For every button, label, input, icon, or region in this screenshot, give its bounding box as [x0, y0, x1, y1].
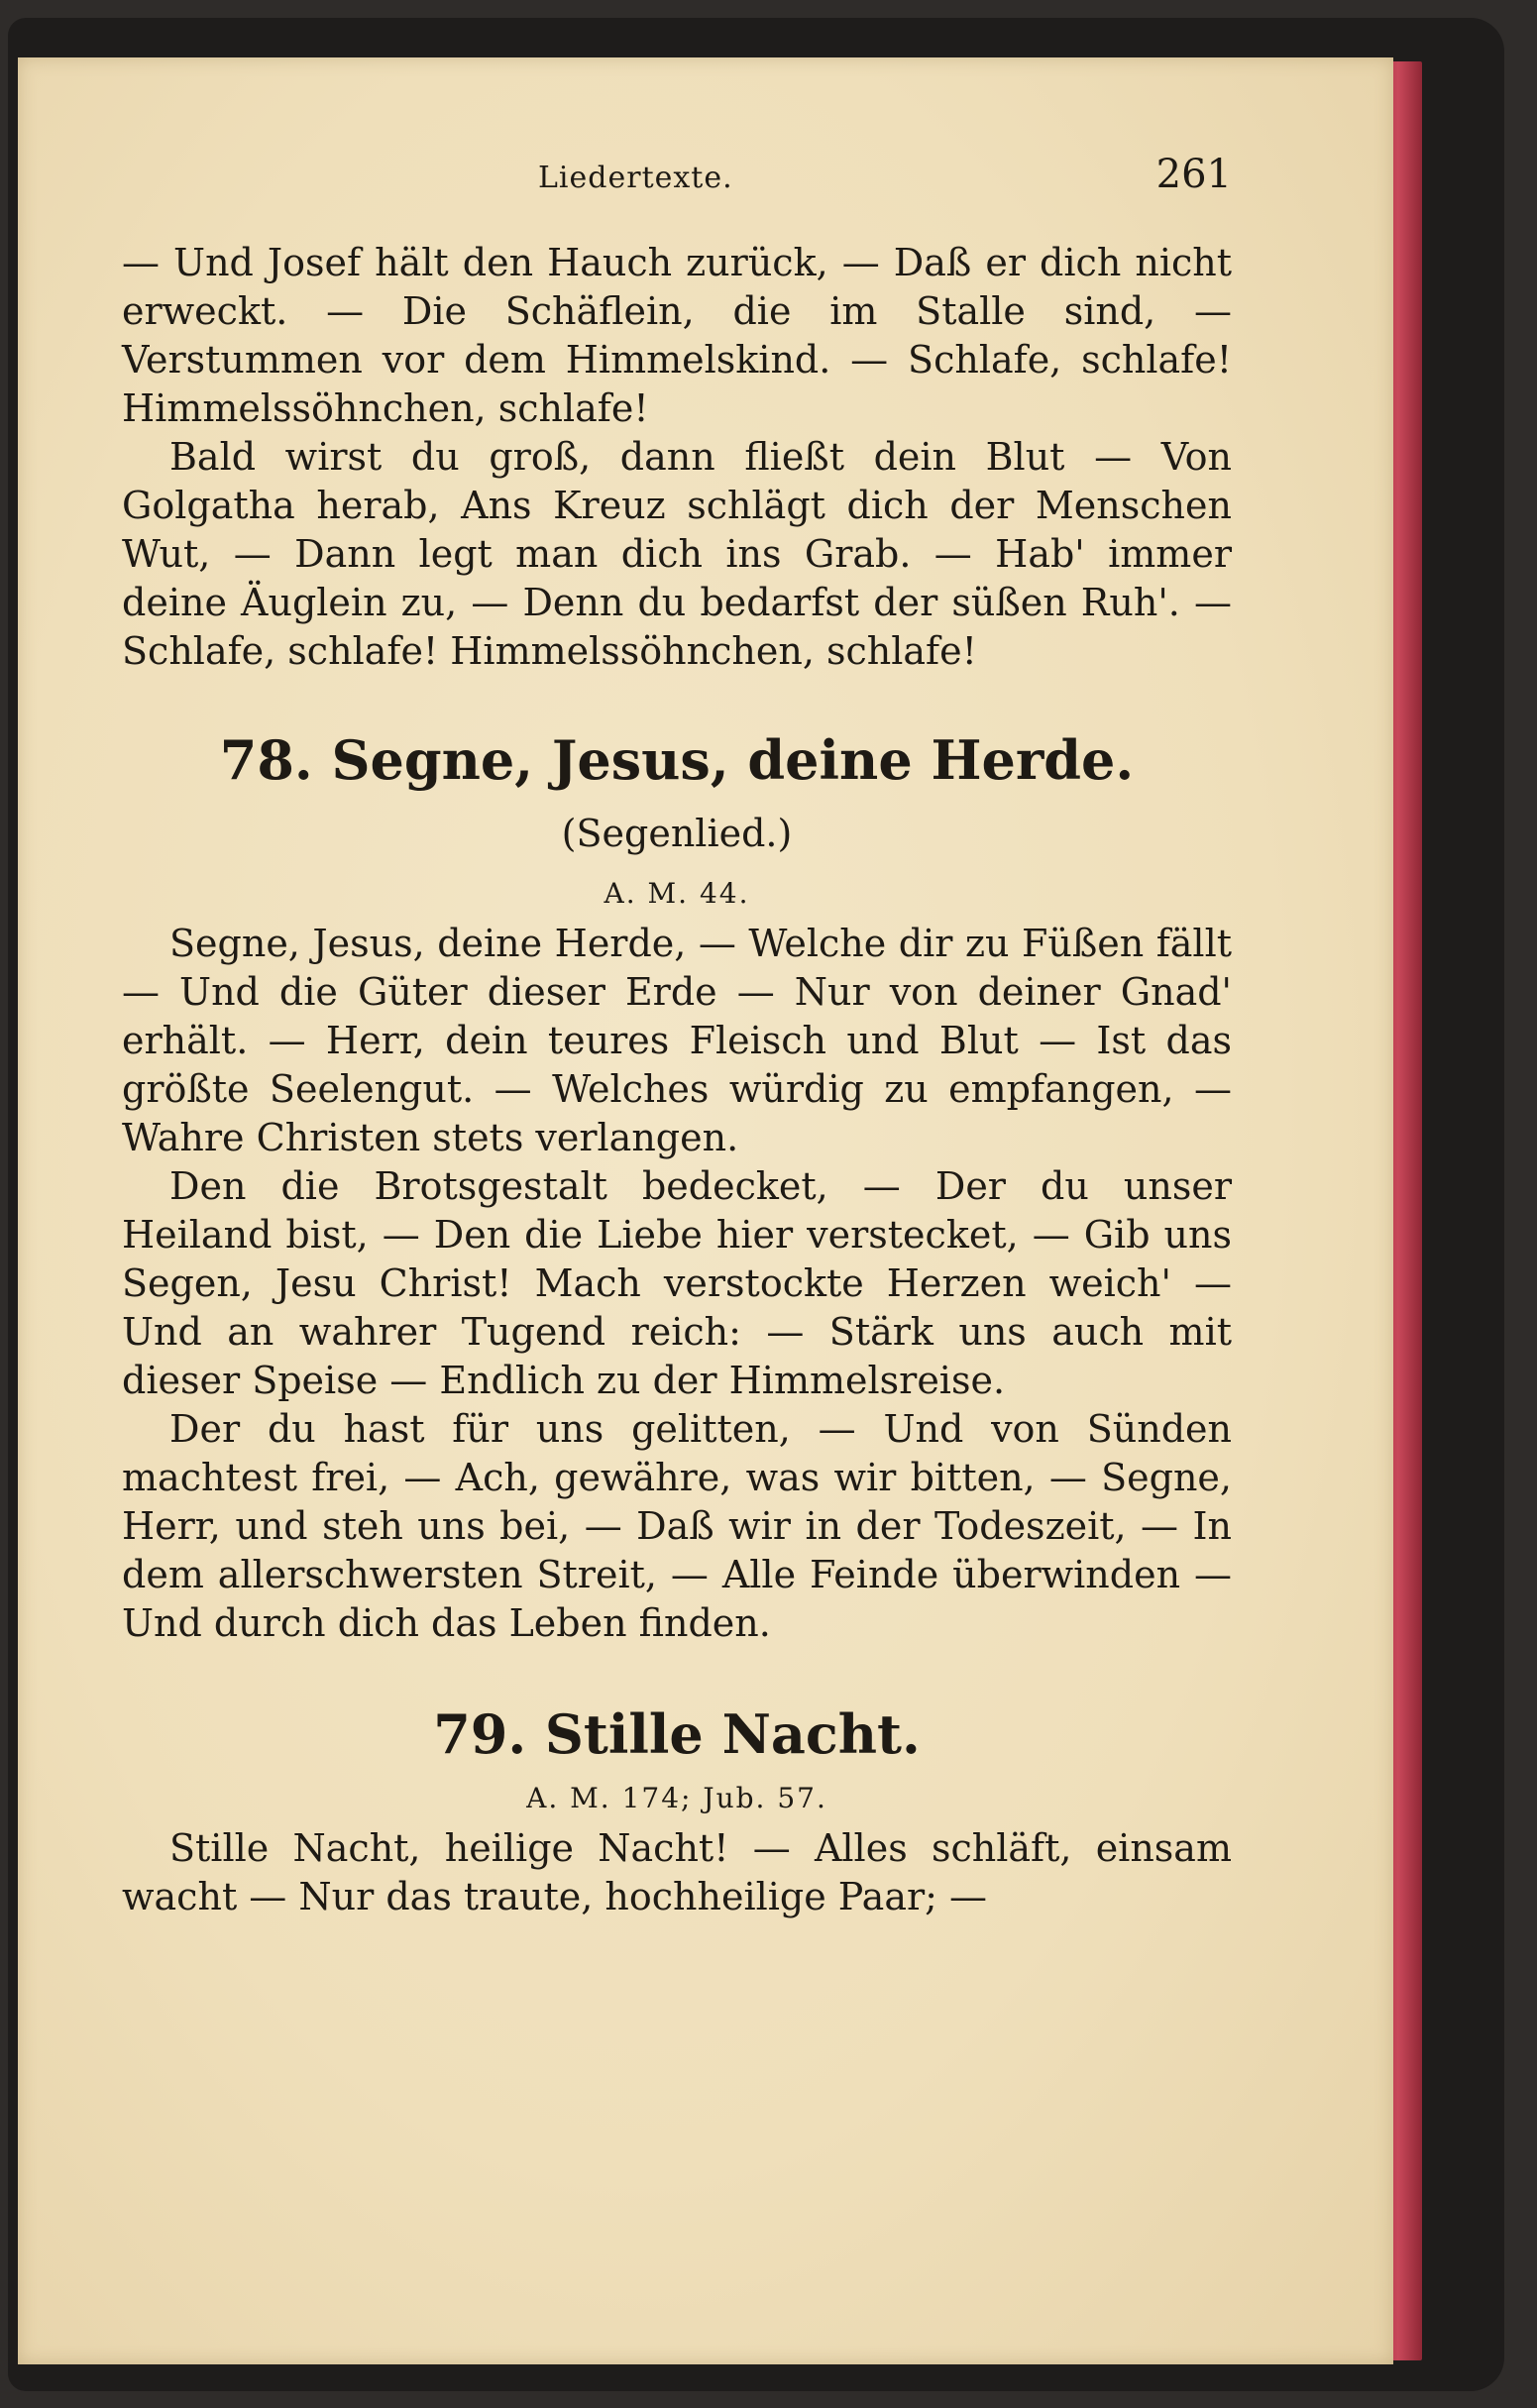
- hymn-78-title: 78. Segne, Jesus, deine Herde.: [219, 728, 1135, 792]
- hymn-78-stanza-1: Segne, Jesus, deine Herde, — Welche dir zu Füßen fällt — Und die Güter dieser Erde — Nur von deiner Gnad' erhält. — Herr, dein teures Fleisch und Blut — Ist das größte Seelengut. — Welches würdig zu empfangen, — Wahre Christen stets verlangen.: [122, 922, 1232, 1159]
- running-title: Liedertexte.: [538, 161, 733, 195]
- hymn-78-stanza-2: Den die Brotsgestalt bedecket, — Der du unser Heiland bist, — Den die Liebe hier verstecket, — Gib uns Segen, Jesu Christ! Mach verstockte Herzen weich' — Und an wahrer Tugend reich: — Stärk uns auch mit dieser Speise — Endlich zu der Himmelsreise.: [122, 1164, 1232, 1402]
- carryover-stanza-2: Bald wirst du groß, dann fließt dein Blut — Von Golgatha herab, Ans Kreuz schlägt dich der Menschen Wut, — Dann legt man dich ins Grab. — Hab' immer deine Äuglein zu, — Denn du bedarfst der süßen Ruh'. — Schlafe, schlafe! Himmelssöhnchen, schlafe!: [122, 435, 1232, 673]
- hymn-79-stanza-1: Stille Nacht, heilige Nacht! — Alles schläft, einsam wacht — Nur das traute, hochheilige Paar; —: [122, 1826, 1232, 1918]
- hymn-79-title: 79. Stille Nacht.: [433, 1702, 921, 1766]
- page-number: 261: [1155, 152, 1232, 197]
- running-head: [122, 152, 1232, 239]
- carryover-stanza-1: — Und Josef hält den Hauch zurück, — Daß er dich nicht erweckt. — Die Schäflein, die im Stalle sind, — Verstummen vor dem Himmelskind. — Schlafe, schlafe! Himmelssöhnchen, schlafe!: [122, 241, 1232, 430]
- hymn-78-melody: A. M. 44.: [604, 877, 750, 910]
- book-page: [18, 57, 1393, 2364]
- hymn-78-stanza-3: Der du hast für uns gelitten, — Und von Sünden machtest frei, — Ach, gewähre, was wir bitten, — Segne, Herr, und steh uns bei, — Daß wir in der Todeszeit, — In dem allerschwersten Streit, — Alle Feinde überwinden — Und durch dich das Leben finden.: [122, 1407, 1232, 1645]
- hymn-78-subtitle: (Segenlied.): [561, 812, 793, 855]
- text-block: [122, 152, 1232, 1921]
- hymn-79-melody: A. M. 174; Jub. 57.: [526, 1782, 827, 1814]
